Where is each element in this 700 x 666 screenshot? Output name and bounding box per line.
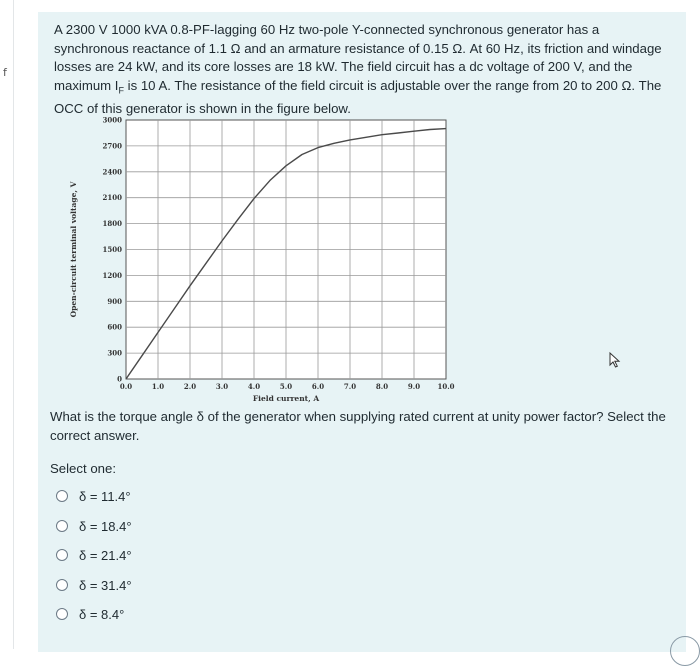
answer-label-c: δ = 21.4°: [79, 547, 132, 563]
question-prompt: What is the torque angle δ of the generator when supplying rated current at unity power factor? Select the correct answer.: [50, 409, 666, 443]
y-tick-label: 3000: [102, 115, 122, 125]
y-tick-label: 1200: [102, 270, 122, 280]
x-tick-label: 4.0: [247, 382, 261, 391]
question-text-subscript: F: [118, 85, 124, 96]
x-tick-label: 6.0: [311, 382, 325, 391]
y-tick-label: 2100: [102, 193, 122, 203]
radio-button-b[interactable]: [56, 520, 68, 532]
radio-button-a[interactable]: [56, 490, 68, 502]
answer-option-b[interactable]: [56, 516, 256, 536]
x-tick-label: 2.0: [183, 382, 197, 391]
answer-option-a[interactable]: [56, 486, 256, 506]
radio-button-d[interactable]: [56, 579, 68, 591]
answer-option-c[interactable]: [56, 545, 256, 565]
x-tick-label: 8.0: [375, 382, 389, 391]
y-axis-label: Open-circuit terminal voltage, V: [69, 181, 78, 318]
answer-label-e: δ = 8.4°: [79, 606, 125, 622]
y-tick-label: 600: [107, 322, 122, 332]
occ-chart-svg: [60, 112, 455, 407]
question-panel: [38, 12, 686, 652]
select-one-label: Select one:: [50, 461, 116, 476]
mouse-pointer-icon: [608, 352, 622, 373]
answer-label-b: δ = 18.4°: [79, 518, 132, 534]
margin-mark: f: [3, 66, 7, 79]
question-text: [54, 21, 668, 118]
y-tick-label: 1800: [102, 219, 122, 229]
x-tick-label: 7.0: [343, 382, 357, 391]
y-tick-label: 900: [107, 296, 122, 306]
x-tick-label: 9.0: [407, 382, 421, 391]
answer-option-d[interactable]: [56, 575, 256, 595]
x-tick-label: 0.0: [119, 382, 133, 391]
y-tick-label: 1500: [102, 245, 122, 254]
y-tick-label: 2700: [102, 141, 122, 151]
occ-chart: [60, 112, 455, 407]
x-tick-label: 10.0: [437, 382, 455, 391]
x-tick-label: 3.0: [215, 382, 229, 391]
y-tick-label: 2400: [102, 167, 122, 177]
x-tick-label: 5.0: [279, 382, 293, 391]
x-tick-label: 1.0: [151, 382, 165, 391]
question-text-end: is 10 A. The resistance of the field circuit is adjustable over the range from 20 to 200 Ω. The OCC of this generator is shown in the figure below.: [54, 77, 662, 116]
radio-button-e[interactable]: [56, 608, 68, 620]
x-axis-label: Field current, A: [252, 394, 320, 403]
left-divider: [13, 0, 14, 649]
y-tick-label: 0: [117, 374, 122, 384]
corner-decoration: [670, 636, 700, 666]
question-text-main: A 2300 V 1000 kVA 0.8-PF-lagging 60 Hz two-pole Y-connected synchronous generator has a synchronous reactance of 1.1 Ω and an armature resistance of 0.15 Ω. At 60 Hz, its friction and windage losses are 24 kW, and its core losses are 18 kW. The field circuit has a dc voltage of 200 V, and the maximum I: [54, 22, 662, 93]
answer-label-a: δ = 11.4°: [79, 488, 131, 504]
answer-option-e[interactable]: [56, 604, 256, 624]
radio-button-c[interactable]: [56, 549, 68, 561]
left-margin: [0, 0, 13, 649]
answer-label-d: δ = 31.4°: [79, 577, 132, 593]
y-tick-label: 300: [107, 348, 122, 358]
